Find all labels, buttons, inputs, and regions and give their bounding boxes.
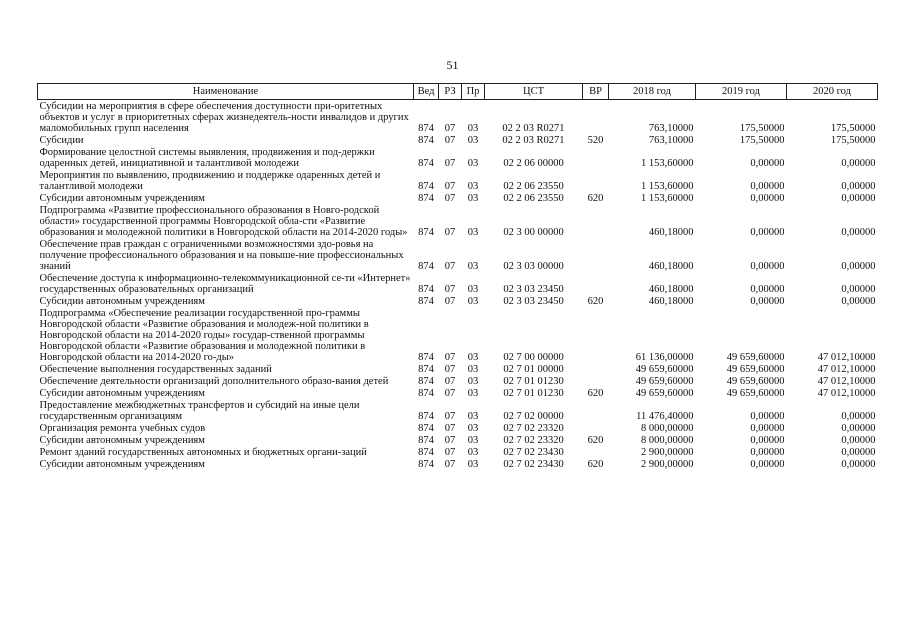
cell-2020: 0,00000 (841, 193, 876, 204)
cell-ved: 874 (418, 459, 434, 470)
cell-2020: 0,00000 (841, 447, 876, 458)
cell-name: Предоставление межбюджетных трансфертов и субсидий на иные цели государственным организациям (39, 400, 360, 422)
cell-ved: 874 (418, 435, 434, 446)
cell-ved: 874 (418, 227, 434, 238)
cell-vr: 620 (587, 296, 604, 307)
cell-name: Подпрограмма «Развитие профессионального образования в Новго-родской области» государственной программы Новгородской обла-сти «Развитие образования и молодежной политики в Новгородской области на 2014-2020 годы» (39, 205, 408, 238)
cell-cst: 02 7 02 23430 (503, 447, 564, 458)
cell-pr: 03 (467, 181, 479, 192)
cell-vr: 620 (587, 388, 604, 399)
cell-rz: 07 (444, 181, 456, 192)
cell-rz: 07 (444, 447, 456, 458)
cell-2018: 11 476,40000 (636, 411, 694, 422)
cell-ved: 874 (418, 411, 434, 422)
table-row (38, 295, 878, 307)
cell-vr (583, 204, 609, 238)
cell-pr: 03 (467, 423, 479, 434)
cell-cst: 02 7 02 23320 (503, 435, 564, 446)
cell-pr: 03 (467, 296, 479, 307)
cell-name: Формирование целостной системы выявления, продвижения и под-держки одаренных детей, инициативной и талантливой молодежи (39, 147, 375, 169)
cell-2020: 0,00000 (841, 296, 876, 307)
cell-cst: 02 7 00 00000 (503, 352, 564, 363)
cell-2018: 1 153,60000 (641, 158, 694, 169)
cell-name: Субсидии автономным учреждениям (39, 388, 205, 399)
table-row (38, 446, 878, 458)
cell-2019: 0,00000 (750, 193, 785, 204)
table-row (38, 146, 878, 169)
table-header-row (38, 84, 878, 100)
cell-name: Мероприятия по выявлению, продвижению и поддержке одаренных детей и талантливой молодежи (39, 170, 381, 192)
cell-ved: 874 (418, 388, 434, 399)
cell-2020: 0,00000 (841, 261, 876, 272)
cell-2018: 1 153,60000 (641, 193, 694, 204)
cell-cst: 02 3 00 00000 (503, 227, 564, 238)
cell-rz: 07 (444, 227, 456, 238)
cell-cst: 02 3 03 23450 (503, 296, 564, 307)
cell-cst: 02 7 01 00000 (503, 364, 564, 375)
cell-vr (583, 422, 609, 434)
cell-2020: 0,00000 (841, 423, 876, 434)
cell-rz: 07 (444, 388, 456, 399)
cell-2019: 0,00000 (750, 181, 785, 192)
cell-2018: 61 136,00000 (635, 352, 694, 363)
cell-pr: 03 (467, 193, 479, 204)
cell-2019: 0,00000 (750, 423, 785, 434)
header-vr: ВР (583, 84, 609, 100)
cell-rz: 07 (444, 123, 456, 134)
cell-2018: 49 659,60000 (635, 388, 694, 399)
page-number: 51 (446, 58, 459, 72)
cell-2018: 49 659,60000 (635, 376, 694, 387)
cell-cst: 02 7 01 01230 (503, 376, 564, 387)
cell-name: Субсидии на мероприятия в сфере обеспечения доступности при-оритетных объектов и услуг в приоритетных сферах жизнедеятель-ности инвалидов и других маломобильных групп населения (39, 101, 409, 134)
cell-ved: 874 (418, 376, 434, 387)
cell-vr (583, 375, 609, 387)
cell-name: Обеспечение прав граждан с ограниченными возможностями здо-ровья на получение профессионального образования и на повыше-ние профессиональных знаний (39, 239, 404, 272)
cell-pr: 03 (467, 158, 479, 169)
table-row (38, 434, 878, 446)
cell-2019: 49 659,60000 (726, 364, 785, 375)
cell-2019: 0,00000 (750, 435, 785, 446)
cell-name: Субсидии (39, 135, 84, 146)
table-row (38, 238, 878, 272)
cell-2019: 49 659,60000 (726, 388, 785, 399)
cell-2018: 49 659,60000 (635, 364, 694, 375)
cell-pr: 03 (467, 227, 479, 238)
cell-2018: 2 900,00000 (641, 459, 694, 470)
cell-2018: 460,18000 (648, 296, 694, 307)
cell-2018: 8 000,00000 (641, 423, 694, 434)
cell-2018: 2 900,00000 (641, 447, 694, 458)
cell-2020: 0,00000 (841, 158, 876, 169)
cell-ved: 874 (418, 193, 434, 204)
cell-pr: 03 (467, 411, 479, 422)
cell-rz: 07 (444, 193, 456, 204)
cell-ved: 874 (418, 284, 434, 295)
cell-2020: 0,00000 (841, 227, 876, 238)
cell-ved: 874 (418, 447, 434, 458)
cell-2019: 49 659,60000 (726, 352, 785, 363)
cell-ved: 874 (418, 296, 434, 307)
table-row (38, 363, 878, 375)
cell-rz: 07 (444, 459, 456, 470)
table-row (38, 422, 878, 434)
cell-vr (583, 169, 609, 192)
cell-2019: 0,00000 (750, 459, 785, 470)
cell-2020: 47 012,10000 (817, 352, 876, 363)
cell-2020: 47 012,10000 (817, 388, 876, 399)
cell-rz: 07 (444, 376, 456, 387)
header-ved: Вед (414, 84, 439, 100)
cell-pr: 03 (467, 284, 479, 295)
cell-pr: 03 (467, 123, 479, 134)
cell-cst: 02 2 06 23550 (503, 181, 564, 192)
cell-2020: 175,50000 (830, 135, 876, 146)
table-body (38, 100, 878, 471)
table-row (38, 272, 878, 295)
cell-name: Подпрограмма «Обеспечение реализации государственной про-граммы Новгородской области «Развитие образования и молодеж-ной политики в Новгородской области на 2014-2020 годы» государ-ственной программы Новгородской области «Развитие образования и молодежной политики в Новгородской области на 2014-2020 го-ды» (39, 308, 369, 363)
cell-pr: 03 (467, 435, 479, 446)
table-row (38, 134, 878, 146)
cell-2019: 175,50000 (739, 135, 785, 146)
cell-rz: 07 (444, 158, 456, 169)
cell-vr (583, 399, 609, 422)
cell-2018: 460,18000 (648, 227, 694, 238)
cell-name: Обеспечение выполнения государственных заданий (39, 364, 272, 375)
header-2019: 2019 год (696, 84, 787, 100)
header-name: Наименование (38, 84, 414, 100)
cell-rz: 07 (444, 411, 456, 422)
cell-2020: 47 012,10000 (817, 364, 876, 375)
cell-vr: 620 (587, 459, 604, 470)
cell-name: Субсидии автономным учреждениям (39, 193, 205, 204)
cell-ved: 874 (418, 158, 434, 169)
cell-ved: 874 (418, 364, 434, 375)
cell-rz: 07 (444, 296, 456, 307)
cell-cst: 02 2 06 23550 (503, 193, 564, 204)
cell-2019: 0,00000 (750, 411, 785, 422)
table-row (38, 458, 878, 470)
header-2018: 2018 год (609, 84, 696, 100)
cell-pr: 03 (467, 388, 479, 399)
cell-ved: 874 (418, 352, 434, 363)
cell-cst: 02 3 03 23450 (503, 284, 564, 295)
table-row (38, 307, 878, 363)
table-row (38, 399, 878, 422)
header-pr: Пр (462, 84, 485, 100)
cell-2020: 0,00000 (841, 411, 876, 422)
cell-vr (583, 446, 609, 458)
table-row (38, 100, 878, 135)
cell-cst: 02 7 02 23320 (503, 423, 564, 434)
cell-ved: 874 (418, 423, 434, 434)
cell-2020: 47 012,10000 (817, 376, 876, 387)
cell-2018: 1 153,60000 (641, 181, 694, 192)
cell-name: Субсидии автономным учреждениям (39, 296, 205, 307)
cell-name: Обеспечение доступа к информационно-телекоммуникационной се-ти «Интернет» государственных образовательных организаций (39, 273, 411, 295)
cell-cst: 02 7 02 00000 (503, 411, 564, 422)
cell-2020: 0,00000 (841, 284, 876, 295)
cell-rz: 07 (444, 284, 456, 295)
cell-rz: 07 (444, 352, 456, 363)
cell-2019: 0,00000 (750, 261, 785, 272)
cell-2019: 0,00000 (750, 227, 785, 238)
cell-name: Субсидии автономным учреждениям (39, 435, 205, 446)
cell-2019: 49 659,60000 (726, 376, 785, 387)
cell-2019: 0,00000 (750, 158, 785, 169)
cell-2018: 763,10000 (648, 123, 694, 134)
cell-cst: 02 2 03 R0271 (502, 135, 565, 146)
header-2020: 2020 год (787, 84, 878, 100)
cell-name: Ремонт зданий государственных автономных и бюджетных органи-заций (39, 447, 367, 458)
cell-2020: 0,00000 (841, 459, 876, 470)
cell-name: Обеспечение деятельности организаций дополнительного образо-вания детей (39, 376, 389, 387)
cell-pr: 03 (467, 364, 479, 375)
budget-table (37, 83, 878, 470)
cell-2019: 0,00000 (750, 447, 785, 458)
cell-rz: 07 (444, 423, 456, 434)
cell-2019: 175,50000 (739, 123, 785, 134)
cell-cst: 02 2 06 00000 (503, 158, 564, 169)
cell-pr: 03 (467, 135, 479, 146)
table-row (38, 204, 878, 238)
table-row (38, 192, 878, 204)
cell-2020: 175,50000 (830, 123, 876, 134)
cell-vr: 620 (587, 193, 604, 204)
table-row (38, 375, 878, 387)
table-row (38, 169, 878, 192)
cell-2018: 460,18000 (648, 284, 694, 295)
cell-2018: 763,10000 (648, 135, 694, 146)
cell-pr: 03 (467, 352, 479, 363)
cell-pr: 03 (467, 447, 479, 458)
cell-cst: 02 3 03 00000 (503, 261, 564, 272)
cell-vr (583, 272, 609, 295)
cell-name: Организация ремонта учебных судов (39, 423, 206, 434)
cell-2019: 0,00000 (750, 284, 785, 295)
cell-ved: 874 (418, 123, 434, 134)
cell-rz: 07 (444, 364, 456, 375)
cell-rz: 07 (444, 135, 456, 146)
cell-ved: 874 (418, 135, 434, 146)
header-rz: РЗ (439, 84, 462, 100)
cell-name: Субсидии автономным учреждениям (39, 459, 205, 470)
header-cst: ЦСТ (485, 84, 583, 100)
cell-vr (583, 307, 609, 363)
cell-2018: 8 000,00000 (641, 435, 694, 446)
cell-ved: 874 (418, 181, 434, 192)
table-row (38, 387, 878, 399)
cell-rz: 07 (444, 261, 456, 272)
cell-vr (583, 100, 609, 135)
cell-cst: 02 7 01 01230 (503, 388, 564, 399)
cell-cst: 02 7 02 23430 (503, 459, 564, 470)
cell-ved: 874 (418, 261, 434, 272)
cell-vr: 620 (587, 435, 604, 446)
cell-pr: 03 (467, 376, 479, 387)
cell-2020: 0,00000 (841, 181, 876, 192)
cell-vr: 520 (587, 135, 604, 146)
cell-cst: 02 2 03 R0271 (502, 123, 565, 134)
cell-pr: 03 (467, 459, 479, 470)
cell-vr (583, 363, 609, 375)
cell-rz: 07 (444, 435, 456, 446)
cell-2019: 0,00000 (750, 296, 785, 307)
cell-2020: 0,00000 (841, 435, 876, 446)
cell-pr: 03 (467, 261, 479, 272)
cell-2018: 460,18000 (648, 261, 694, 272)
cell-vr (583, 146, 609, 169)
cell-vr (583, 238, 609, 272)
